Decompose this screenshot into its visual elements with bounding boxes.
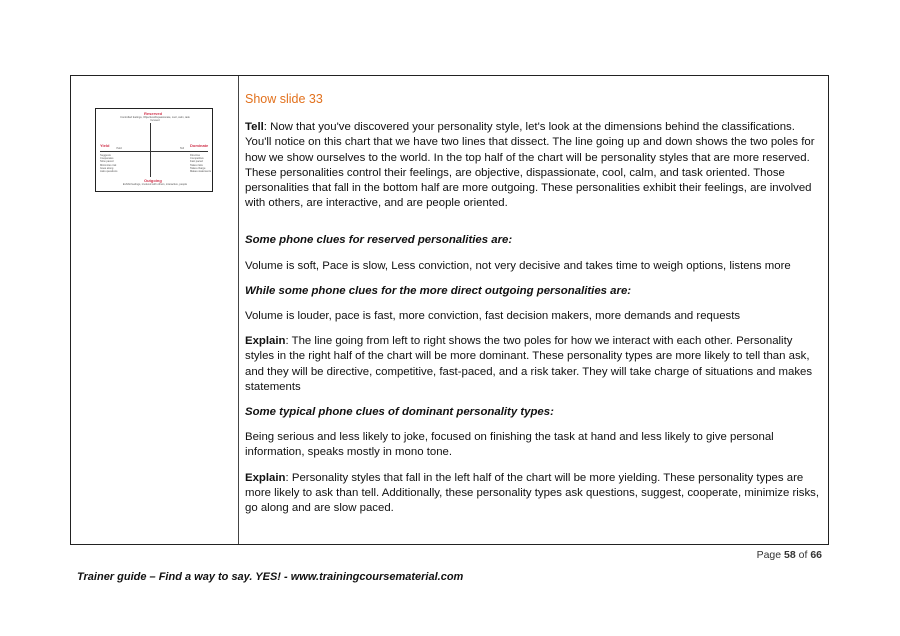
page-current: 58 [784,549,796,561]
content-table [70,75,829,545]
reserved-heading: Some phone clues for reserved personalities are: [245,234,513,247]
thumb-left-label: Yield [100,143,110,148]
thumb-bottom-desc: Exhibit feelings, involved with others, interactive, people [122,183,188,186]
explain-text-1: : The line going from left to right shows the two poles for how we interact with each other. Personality styles in the right half of the chart will be more dominant. These personality types are more likely to tell than ask, and they will be directive, competitive, fast-paced, and a risk taker. They will take charge of situations and makes statements [245,335,813,393]
thumb-top-desc: Controlled feelings, Objective/dispassionate, cool, calm, task focused [120,116,190,123]
page-prefix: Page [756,549,782,561]
slide-thumbnail [95,108,213,192]
thumb-left-tag: Yield [116,147,122,150]
dominant-text: Being serious and less likely to joke, focused on finishing the task at hand and less likely to give personal information, speaks mostly in mono tone. [245,431,774,459]
explain-paragraph-1 [245,334,820,395]
dominant-heading: Some typical phone clues of dominant personality types: [245,406,554,419]
outgoing-heading: While some phone clues for the more direct outgoing personalities are: [245,284,632,297]
tell-paragraph [245,120,820,211]
thumbnail-cell [71,76,239,544]
reserved-text: Volume is soft, Pace is slow, Less conviction, not very decisive and takes time to weigh options, listens more [245,259,791,272]
thumb-bottom-label: Outgoing [144,178,162,183]
thumb-left-items: Suggests Cooperates Slow paced Minimizes risk Goes along Asks questions [100,154,118,174]
notes-cell [239,76,828,544]
thumb-right-items: Directive Competitive Fast paced Takes risks Takes charge Makes statements [190,154,212,174]
explain-lead-2: Explain [245,471,286,484]
thumb-horizontal-axis [100,151,208,152]
tell-text: : Now that you've discovered your personality style, let's look at the dimensions behind the classifications. You'll notice on this chart that we have two lines that dissect. The line going up and down shows the two poles for how we show ourselves to the world. In the top half of the chart will be personality styles that are more reserved. These personalities control their feelings, are objective, dispassionate, cool, calm, and task oriented. Those personalities that fall in the bottom half are more outgoing. These personalities exhibit their feelings, are involved with others, are interactive, and are people oriented. [245,121,815,210]
thumb-top-label: Reserved [144,111,163,116]
page-number [757,549,822,561]
slide-title: Show slide 33 [245,92,323,106]
explain-paragraph-2 [245,471,820,517]
outgoing-text: Volume is louder, pace is fast, more conviction, fast decision makers, more demands and requests [245,310,741,323]
thumb-vertical-axis [150,123,151,177]
explain-text-2: : Personality styles that fall in the left half of the chart will be more yielding. These personality types are more likely to ask than tell. Additionally, these personality types ask questions, suggest, cooperate, minimize risks, go along and are slow paced. [245,471,820,515]
footer-text: Trainer guide – Find a way to say. YES! - www.trainingcoursematerial.com [77,571,464,583]
thumb-right-tag: Tell [180,147,184,150]
page-of: of [798,549,808,561]
thumb-right-label: Dominate [190,143,209,148]
explain-lead-1: Explain [245,335,286,348]
tell-lead: Tell [245,121,264,134]
page-total: 66 [810,549,822,561]
